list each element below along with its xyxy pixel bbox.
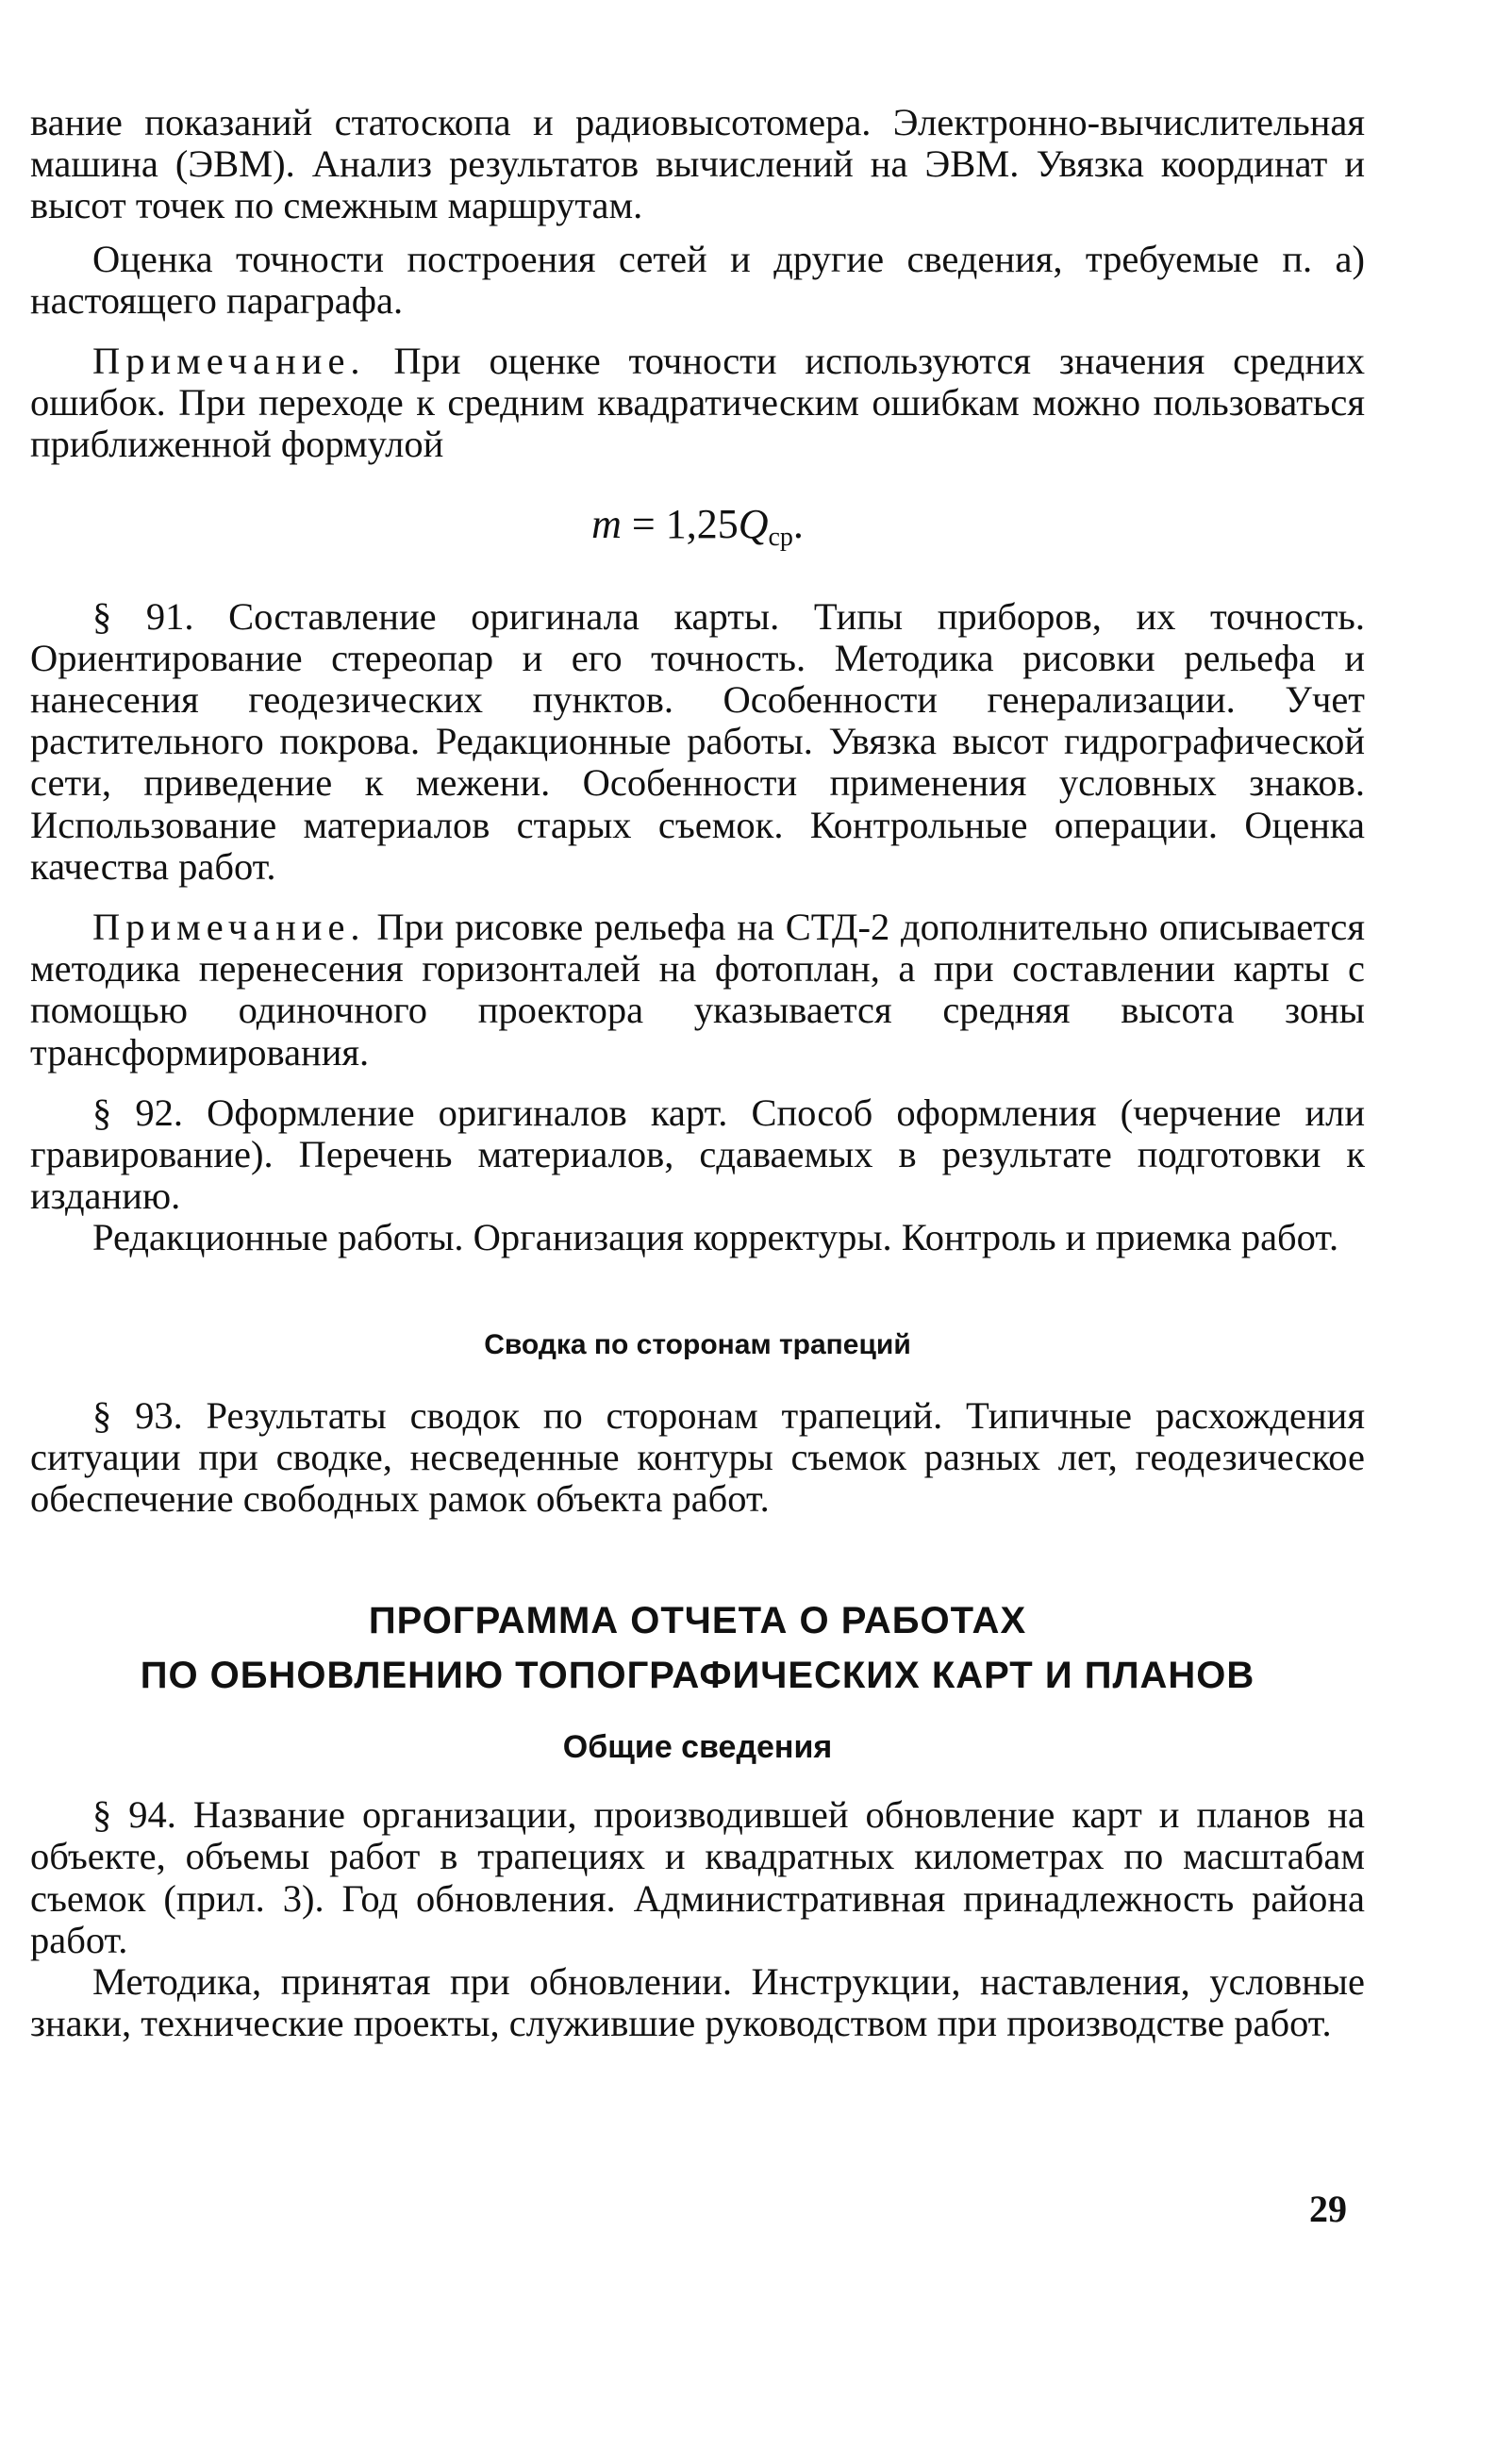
- note-paragraph-1: [30, 341, 1365, 466]
- section-general-info: Общие сведения: [562, 1729, 833, 1766]
- note-paragraph-2: [30, 907, 1365, 1074]
- formula-left: m: [591, 500, 622, 547]
- paragraph-92-continued: Редакционные работы. Организация корректуры. Контроль и приемка работ.: [92, 1216, 1339, 1259]
- title-line-1: ПРОГРАММА ОТЧЕТА О РАБОТАХ: [368, 1600, 1027, 1642]
- formula-subscript: ср: [768, 522, 793, 552]
- paragraph-92: § 92. Оформление оригиналов карт. Способ оформления (черчение или гравирование). Перечень материалов, сдаваемых в результате подготовки к изданию.: [30, 1091, 1365, 1218]
- formula-variable: Q: [738, 500, 769, 547]
- formula: [30, 502, 1365, 560]
- paragraph-93: § 93. Результаты сводок по сторонам трапеций. Типичные расхождения ситуации при сводке, несведенные контуры съемок разных лет, геодезическое обеспечение свободных рамок объекта работ.: [30, 1393, 1365, 1521]
- paragraph-94: § 94. Название организации, производившей обновление карт и планов на объекте, объемы работ в трапециях и квадратных километрах по масштабам съемок (прил. 3). Год обновления. Административная принадлежность района работ.: [30, 1793, 1365, 1961]
- paragraph-94-continued: Методика, принятая при обновлении. Инструкции, наставления, условные знаки, технические проекты, служившие руководством при производстве работ.: [30, 1960, 1365, 2045]
- title-line-2: ПО ОБНОВЛЕНИЮ ТОПОГРАФИЧЕСКИХ КАРТ И ПЛАНОВ: [140, 1655, 1255, 1697]
- report-program-title: [30, 1593, 1365, 1703]
- paragraph-91: § 91. Составление оригинала карты. Типы приборов, их точность. Ориентирование стереопар и его точность. Методика рисовки рельефа и нанесения геодезических пунктов. Особенности генерализации. Учет растительного покрова. Редакционные работы. Увязка высот гидрографической сети, приведение к межени. Особенности применения условных знаков. Использование материалов старых съемок. Контрольные операции. Оценка качества работ.: [30, 594, 1365, 888]
- page-content: [30, 102, 1365, 2045]
- note-label: Примечание.: [92, 340, 366, 383]
- note-text: При рисовке рельефа на СТД-2 дополнительно описывается методика перенесения горизонталей на фотоплан, а при составлении карты с помощью одиночного проектора указывается средняя высота зоны трансформирования.: [30, 906, 1365, 1074]
- page-number: 29: [1309, 2188, 1347, 2230]
- formula-number: 1,25: [665, 500, 739, 547]
- subheading-trapezium-summary: Сводка по сторонам трапеций: [484, 1328, 911, 1360]
- note-text: При оценке точности используются значения средних ошибок. При переходе к средним квадратическим ошибкам можно пользоваться приближенной формулой: [30, 340, 1365, 466]
- formula-end: .: [792, 500, 804, 547]
- paragraph-accuracy: Оценка точности построения сетей и другие сведения, требуемые п. а) настоящего параграфа.: [30, 237, 1365, 322]
- note-label: Примечание.: [92, 906, 366, 949]
- formula-eq: =: [621, 500, 666, 547]
- paragraph-continuation: вание показаний статоскопа и радиовысотомера. Электронно-вычислительная машина (ЭВМ). Анализ результатов вычислений на ЭВМ. Увязка координат и высот точек по смежным маршрутам.: [30, 101, 1365, 227]
